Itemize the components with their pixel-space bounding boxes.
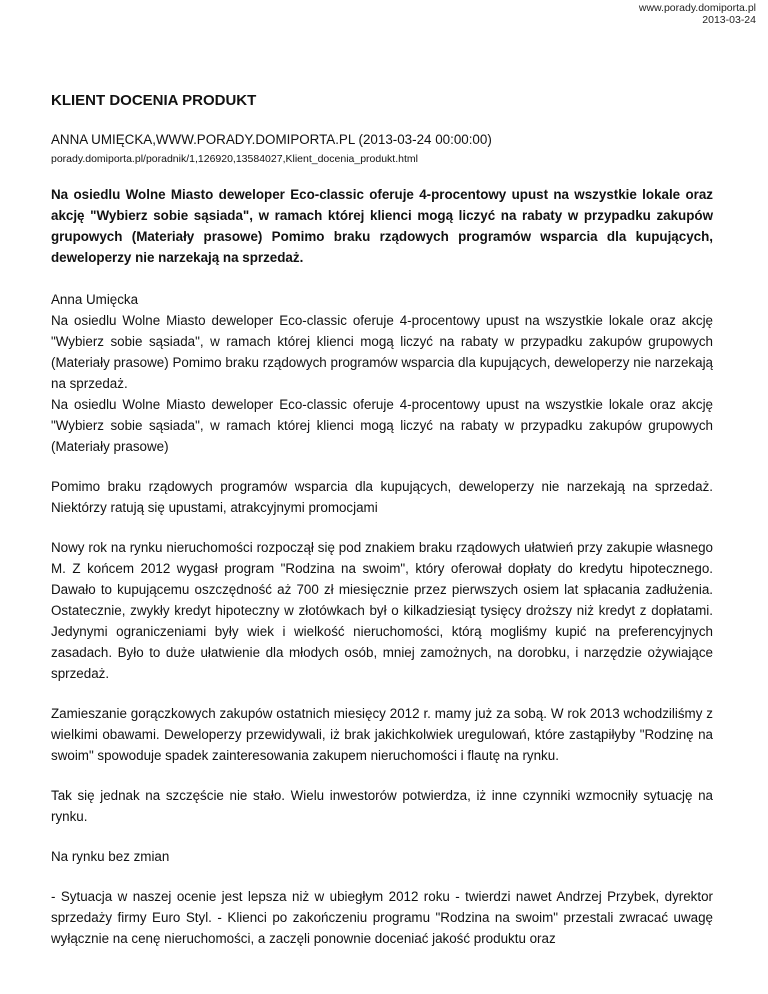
paragraph-6: - Sytuacja w naszej ocenie jest lepsza niż w ubiegłym 2012 roku - twierdzi nawet Andrzej Przybek, dyrektor sprzedaży firmy Euro Styl. - Klienci po zakończeniu programu "Rodzina na swoim" przestali zwracać uwagę wyłącznie na cenę nieruchomości, a zaczęli ponownie doceniać jakość produktu oraz xyxy=(51,889,713,946)
article-block-1 xyxy=(51,289,713,457)
block-paragraph-b: Na osiedlu Wolne Miasto deweloper Eco-classic oferuje 4-procentowy upust na wszystkie lokale oraz akcję "Wybierz sobie sąsiada", w ramach której klienci mogą liczyć na rabaty w przypadku zakupów grupowych (Materiały prasowe) xyxy=(51,397,713,454)
article-byline: ANNA UMIĘCKA,WWW.PORADY.DOMIPORTA.PL (2013-03-24 00:00:00) xyxy=(51,132,492,147)
article xyxy=(51,91,713,968)
site-name: www.porady.domiporta.pl xyxy=(638,2,756,14)
block-paragraph-a: Na osiedlu Wolne Miasto deweloper Eco-classic oferuje 4-procentowy upust na wszystkie lokale oraz akcję "Wybierz sobie sąsiada", w ramach której klienci mogą liczyć na rabaty w przypadku zakupów grupowych (Materiały prasowe) Pomimo braku rządowych programów wsparcia dla kupujących, deweloperzy nie narzekają na sprzedaż. xyxy=(51,313,713,391)
page-header-meta xyxy=(639,2,756,26)
paragraph-2: Nowy rok na rynku nieruchomości rozpoczął się pod znakiem braku rządowych ułatwień przy zakupie własnego M. Z końcem 2012 wygasł program "Rodzina na swoim", który oferował dopłaty do kredytu hipotecznego. Dawało to kupującemu oszczędność aż 700 zł miesięcznie przez pierwszych osiem lat spłacania zadłużenia. Ostatecznie, zwykły kredyt hipoteczny w złotówkach był o kilkadziesiąt tysięcy droższy niż kredyt z dopłatami. Jedynymi ograniczeniami były wiek i wielkość nieruchomości, którą mogliśmy kupić na preferencyjnych zasadach. Było to duże ułatwienie dla młodych osób, mniej zamożnych, na dorobku, i narzędzie ożywiające sprzedaż. xyxy=(51,540,713,681)
header-date: 2013-03-24 xyxy=(702,14,756,26)
section-heading: Na rynku bez zmian xyxy=(51,849,170,864)
article-url: porady.domiporta.pl/poradnik/1,126920,13584027,Klient_docenia_produkt.html xyxy=(51,153,418,165)
block-author: Anna Umięcka xyxy=(51,292,139,307)
paragraph-1: Pomimo braku rządowych programów wsparcia dla kupujących, deweloperzy nie narzekają na sprzedaż. Niektórzy ratują się upustami, atrakcyjnymi promocjami xyxy=(51,479,713,515)
article-title: KLIENT DOCENIA PRODUKT xyxy=(51,92,257,109)
paragraph-4: Tak się jednak na szczęście nie stało. Wielu inwestorów potwierdza, iż inne czynniki wzmocniły sytuację na rynku. xyxy=(51,788,713,824)
paragraph-3: Zamieszanie gorączkowych zakupów ostatnich miesięcy 2012 r. mamy już za sobą. W rok 2013 wchodziliśmy z wielkimi obawami. Deweloperzy przewidywali, iż brak jakichkolwiek uregulowań, które zastąpiłyby "Rodzinę na swoim" spowoduje spadek zainteresowania zakupem nieruchomości i flautę na rynku. xyxy=(51,706,713,763)
article-lead: Na osiedlu Wolne Miasto deweloper Eco-classic oferuje 4-procentowy upust na wszystkie lokale oraz akcję "Wybierz sobie sąsiada", w ramach której klienci mogą liczyć na rabaty w przypadku zakupów grupowych (Materiały prasowe) Pomimo braku rządowych programów wsparcia dla kupujących, deweloperzy nie narzekają na sprzedaż. xyxy=(51,187,713,265)
